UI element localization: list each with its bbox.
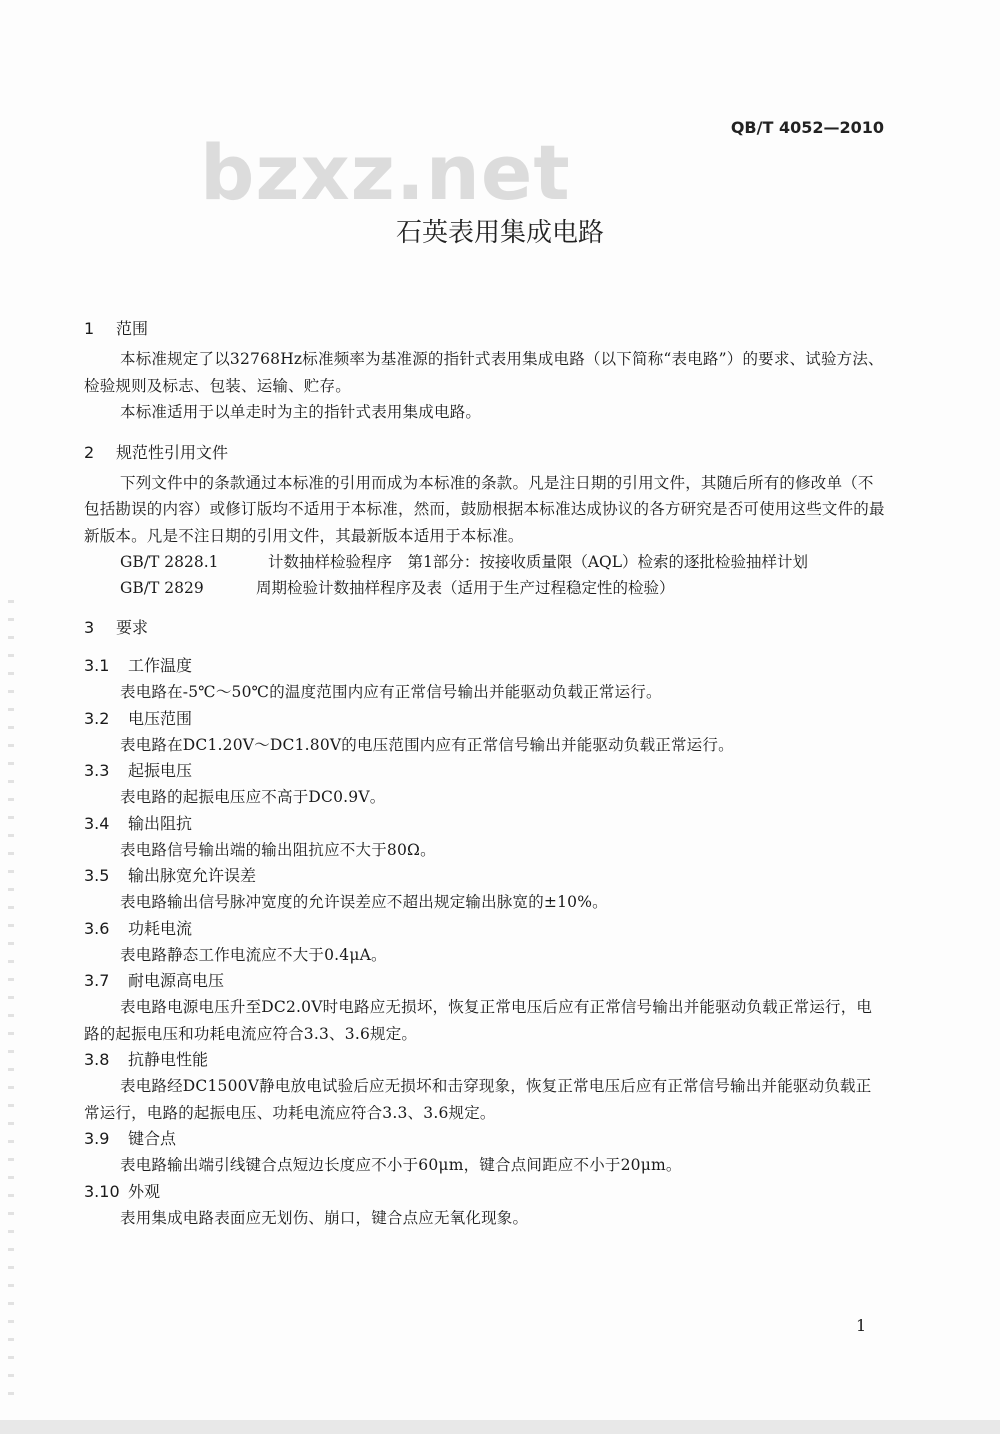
subsection-title: 功耗电流 — [128, 918, 193, 938]
subsection-heading — [84, 706, 886, 732]
subsection-number: 3.4 — [84, 813, 110, 833]
section-title: 规范性引用文件 — [116, 442, 229, 462]
subsection-title: 电压范围 — [128, 708, 193, 728]
reference-item — [84, 549, 886, 575]
subsection-number: 3.1 — [84, 656, 110, 675]
subsection-heading — [84, 968, 886, 994]
paragraph: 本标准适用于以单走时为主的指针式表用集成电路。 — [120, 403, 482, 421]
subsection-heading — [84, 653, 886, 679]
viewer-bottom-bar — [0, 1420, 1000, 1434]
section-heading-2 — [84, 440, 886, 466]
paragraph: 表电路的起振电压应不高于DC0.9V。 — [120, 788, 386, 806]
subsection-number: 3.3 — [84, 761, 110, 780]
subsection-heading — [84, 863, 886, 889]
subsection-title: 工作温度 — [128, 656, 193, 675]
subsection-number: 3.5 — [84, 866, 110, 885]
subsection-number: 3.2 — [84, 708, 110, 728]
subsection-heading — [84, 811, 886, 837]
subsection-number: 3.7 — [84, 971, 110, 990]
scan-edge-marks — [8, 600, 14, 1400]
section-number: 3 — [84, 618, 95, 637]
subsection-number: 3.8 — [84, 1050, 110, 1069]
subsection-title: 键合点 — [128, 1129, 177, 1148]
paragraph: 本标准规定了以32768Hz标准频率为基准源的指针式表用集成电路（以下简称“表电路”）的要求、试验方法、检验规则及标志、包装、运输、贮存。 — [84, 350, 884, 395]
subsection-title: 外观 — [128, 1181, 161, 1201]
section-heading-1 — [84, 316, 886, 342]
page-number: 1 — [856, 1316, 867, 1335]
subsection-heading — [84, 1047, 886, 1073]
reference-code: GB/T 2828.1 — [120, 553, 219, 571]
subsection-heading — [84, 916, 886, 942]
paragraph: 表电路电源电压升至DC2.0V时电路应无损坏，恢复正常电压后应有正常信号输出并能驱动负载正常运行，电路的起振电压和功耗电流应符合3.3、3.6规定。 — [84, 998, 873, 1043]
paragraph: 表电路输出信号脉冲宽度的允许误差应不超出规定输出脉宽的±10%。 — [120, 893, 608, 911]
subsection-title: 耐电源高电压 — [128, 971, 225, 990]
standard-code: QB/T 4052—2010 — [730, 118, 884, 137]
section-title: 要求 — [116, 618, 149, 637]
paragraph: 表电路在DC1.20V～DC1.80V的电压范围内应有正常信号输出并能驱动负载正常运行。 — [120, 735, 734, 754]
reference-title: 周期检验计数抽样程序及表（适用于生产过程稳定性的检验） — [256, 579, 675, 597]
subsection-number: 3.6 — [84, 918, 110, 938]
section-number: 2 — [84, 442, 95, 462]
watermark: bzxz.net — [200, 128, 571, 217]
subsection-number: 3.10 — [84, 1181, 120, 1201]
document-title: 石英表用集成电路 — [395, 218, 604, 248]
reference-title: 计数抽样检验程序 第1部分：按接收质量限（AQL）检索的逐批检验抽样计划 — [268, 553, 809, 571]
paragraph: 表电路静态工作电流应不大于0.4μA。 — [120, 945, 387, 964]
subsection-heading — [84, 1179, 886, 1205]
section-title: 范围 — [116, 319, 149, 338]
paragraph: 表电路输出端引线键合点短边长度应不小于60μm，键合点间距应不小于20μm。 — [120, 1156, 682, 1174]
reference-code: GB/T 2829 — [120, 579, 204, 597]
subsection-number: 3.9 — [84, 1129, 110, 1148]
section-number: 1 — [84, 319, 95, 338]
paragraph: 表用集成电路表面应无划伤、崩口，键合点应无氧化现象。 — [120, 1208, 529, 1227]
paragraph: 下列文件中的条款通过本标准的引用而成为本标准的条款。凡是注日期的引用文件，其随后所有的修改单（不包括勘误的内容）或修订版均不适用于本标准，然而，鼓励根据本标准达成协议的各方研究是否可使用这些文件的最新版本。凡是不注日期的引用文件，其最新版本适用于本标准。 — [84, 473, 885, 545]
subsection-heading — [84, 1126, 886, 1152]
subsection-heading — [84, 758, 886, 784]
paragraph: 表电路信号输出端的输出阻抗应不大于80Ω。 — [120, 840, 436, 859]
paragraph: 表电路在-5℃～50℃的温度范围内应有正常信号输出并能驱动负载正常运行。 — [120, 683, 662, 701]
subsection-title: 输出阻抗 — [128, 813, 193, 833]
document-body — [84, 316, 886, 1231]
subsection-title: 抗静电性能 — [128, 1050, 209, 1069]
reference-item — [84, 575, 886, 601]
subsection-title: 起振电压 — [128, 761, 193, 780]
subsection-title: 输出脉宽允许误差 — [128, 866, 257, 885]
section-heading-3 — [84, 615, 886, 641]
paragraph: 表电路经DC1500V静电放电试验后应无损坏和击穿现象，恢复正常电压后应有正常信号输出并能驱动负载正常运行，电路的起振电压、功耗电流应符合3.3、3.6规定。 — [84, 1077, 872, 1122]
